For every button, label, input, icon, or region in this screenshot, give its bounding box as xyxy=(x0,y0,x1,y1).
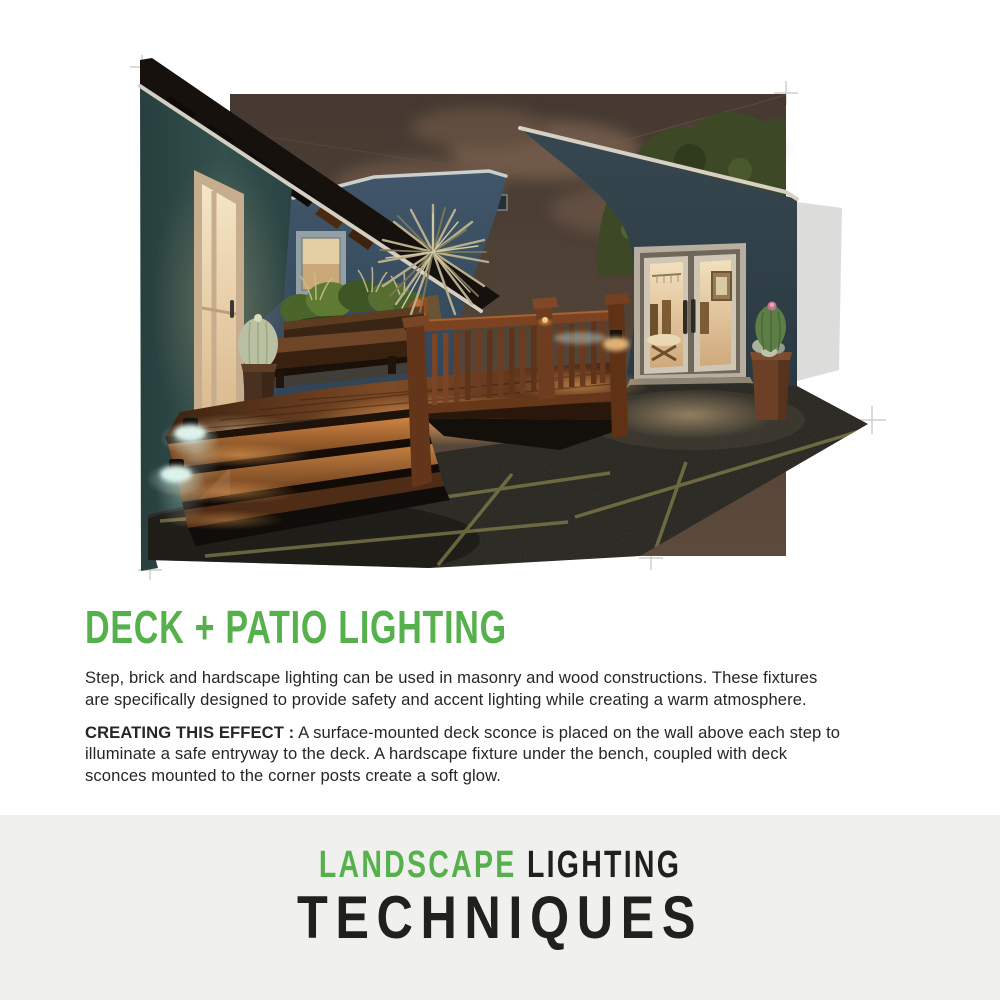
brand-word-landscape: LANDSCAPE xyxy=(318,844,517,886)
door-pull-right xyxy=(691,299,696,333)
door-light-pool xyxy=(605,391,775,439)
intro-line-2: are specifically designed to provide safety and accent lighting while creating a warm atmosphere. xyxy=(85,689,807,709)
intro-paragraph xyxy=(85,667,930,711)
french-doors xyxy=(626,243,756,390)
intro-line-1: Step, brick and hardscape lighting can be used in masonry and wood constructions. These fixtures xyxy=(85,668,818,687)
gray-panel xyxy=(797,202,842,381)
effect-line-3: sconces mounted to the corner posts create a soft glow. xyxy=(85,766,501,786)
effect-paragraph xyxy=(85,722,930,787)
door-handle xyxy=(230,300,234,318)
footer-title: TECHNIQUES xyxy=(296,884,704,951)
effect-line-2: illuminate a safe entryway to the deck. A hardscape fixture under the bench, coupled with deck xyxy=(85,744,788,764)
footer-band xyxy=(0,815,1000,1000)
article xyxy=(85,601,930,798)
door-pull-left xyxy=(683,300,688,334)
page-title: DECK + PATIO LIGHTING xyxy=(85,601,507,653)
effect-line-1-rest: A surface-mounted deck sconce is placed on the wall above each step to xyxy=(294,722,841,742)
effect-line-1 xyxy=(85,722,930,744)
effect-lead: CREATING THIS EFFECT : xyxy=(85,722,295,742)
brand-line xyxy=(125,846,875,884)
brand-word-lighting: LIGHTING xyxy=(526,844,682,886)
